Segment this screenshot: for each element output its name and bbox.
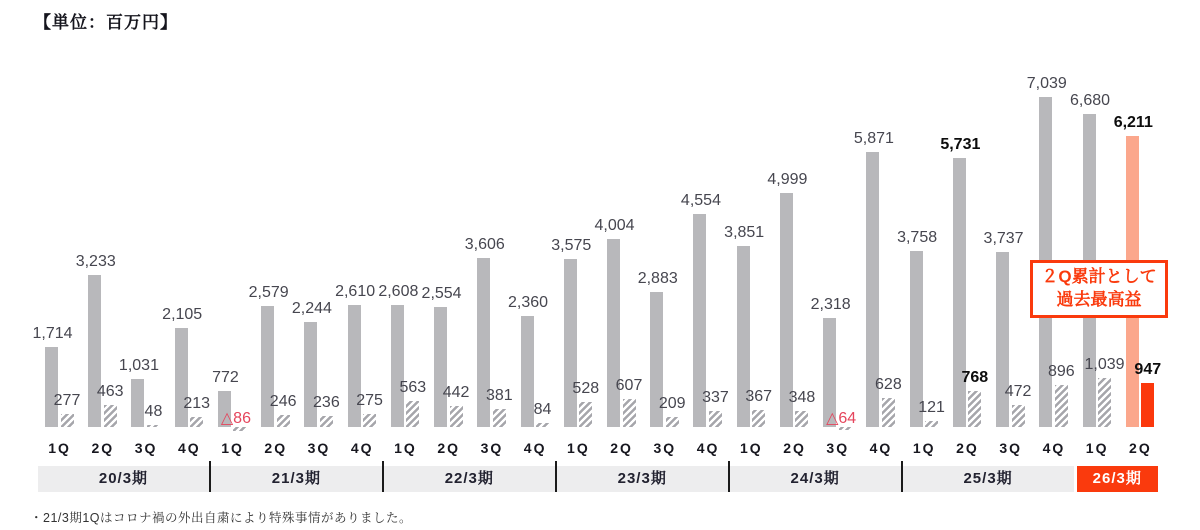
sub-value-label: 275 — [356, 392, 383, 409]
main-bar — [607, 239, 620, 427]
sub-value-label: 607 — [615, 377, 643, 394]
quarter-tick-label: 3Q — [999, 440, 1023, 456]
main-bar — [434, 307, 447, 427]
quarter-tick-label: 4Q — [1042, 440, 1066, 456]
main-value-label: 5,731 — [940, 136, 981, 153]
quarter-tick-label: 1Q — [48, 440, 71, 456]
quarter-tick-label: 4Q — [523, 440, 547, 456]
period-band-segment: 21/3期 — [211, 466, 382, 492]
main-value-label: 2,244 — [291, 300, 332, 317]
quarter-tick-label: 1Q — [1085, 440, 1109, 456]
bar-group — [897, 67, 946, 427]
quarter-tick-label: 1Q — [394, 440, 417, 456]
unit-label: 【単位：百万円】 — [34, 13, 178, 32]
sub-value-label: 472 — [1004, 383, 1032, 400]
quarter-tick-label: 1Q — [739, 440, 763, 456]
period-band-segment: 26/3期 — [1077, 466, 1158, 492]
sub-value-label: 213 — [183, 395, 211, 412]
bar-group — [335, 67, 384, 427]
sub-value-label: 209 — [658, 395, 686, 412]
quarter-tick-label: 2Q — [610, 440, 633, 456]
sub-bar — [406, 401, 419, 427]
bar-group — [1026, 67, 1075, 427]
sub-bar — [968, 391, 981, 427]
sub-value-label: 121 — [918, 399, 945, 416]
sub-bar — [147, 425, 160, 427]
main-value-label: 4,999 — [767, 171, 808, 188]
period-axis — [38, 466, 1162, 492]
bar-group — [211, 67, 254, 427]
bar-group — [853, 67, 902, 427]
main-bar — [996, 252, 1009, 427]
sub-bar — [709, 411, 722, 427]
quarter-tick-label: 2Q — [956, 440, 979, 456]
bar-group — [810, 67, 859, 427]
callout-line-2: 過去最高益 — [1056, 289, 1142, 309]
sub-value-label: 381 — [485, 387, 513, 404]
bar-group — [1113, 67, 1162, 427]
sub-value-label: 246 — [269, 393, 297, 410]
sub-bar — [277, 415, 290, 427]
bar-group — [291, 67, 340, 427]
sub-bar — [882, 398, 895, 427]
record-profit-callout — [1030, 260, 1168, 318]
quarter-tick-label: 2Q — [437, 440, 461, 456]
sub-value-label: △86 — [220, 410, 251, 427]
main-value-label: 1,714 — [32, 325, 73, 342]
sub-value-label: 463 — [96, 383, 124, 400]
main-bar — [88, 275, 101, 427]
main-value-label: 2,579 — [248, 284, 289, 301]
sub-value-label: 528 — [572, 380, 600, 397]
main-value-label: 772 — [212, 369, 239, 386]
quarter-tick-label: 2Q — [783, 440, 806, 456]
period-band-segment: 20/3期 — [38, 466, 209, 492]
main-value-label: 2,554 — [421, 285, 462, 302]
bar-group — [724, 67, 773, 427]
footnote: ・21/3期1Qはコロナ禍の外出自粛により特殊事情がありました。 — [30, 511, 413, 525]
main-value-label: 3,851 — [724, 224, 765, 241]
main-value-label: 1,031 — [118, 357, 159, 374]
main-value-label: 3,575 — [551, 237, 592, 254]
sub-bar — [795, 411, 808, 427]
main-value-label: 7,039 — [1026, 75, 1067, 92]
quarter-tick-label: 3Q — [826, 440, 850, 456]
sub-bar — [579, 402, 592, 427]
main-bar — [175, 328, 188, 427]
main-bar — [304, 322, 317, 427]
main-value-label: 3,233 — [75, 253, 116, 270]
sub-bar — [190, 417, 203, 427]
quarter-tick-label: 2Q — [1129, 440, 1152, 456]
plot-area — [32, 67, 1162, 427]
main-value-label: 4,004 — [594, 217, 635, 234]
bar-group — [551, 67, 600, 427]
sub-value-label: 896 — [1047, 363, 1075, 380]
main-bar — [131, 379, 144, 427]
quarter-tick-label: 4Q — [869, 440, 893, 456]
main-value-label: 6,211 — [1113, 114, 1153, 131]
quarter-tick-label: 3Q — [653, 440, 677, 456]
quarter-tick-label: 2Q — [91, 440, 115, 456]
sub-bar — [1141, 383, 1154, 427]
quarter-tick-label: 4Q — [350, 440, 374, 456]
bar-group — [767, 67, 816, 427]
sub-value-label: 84 — [533, 401, 552, 418]
sub-bar — [839, 427, 852, 430]
sub-value-label: 768 — [961, 369, 989, 386]
sub-value-label: 563 — [399, 379, 427, 396]
bar-group — [1070, 67, 1125, 427]
quarter-tick-label: 3Q — [307, 440, 331, 456]
bar-group — [680, 67, 729, 427]
quarter-tick-label: 1Q — [567, 440, 590, 456]
sub-bar — [623, 399, 636, 427]
sub-value-label: 1,039 — [1084, 356, 1125, 373]
bar-group — [983, 67, 1032, 427]
quarter-tick-label: 3Q — [480, 440, 504, 456]
sub-bar — [1098, 378, 1111, 427]
sub-value-label: 367 — [745, 388, 773, 405]
sub-value-label: 236 — [313, 394, 340, 411]
main-value-label: 5,871 — [853, 130, 894, 147]
sub-bar — [925, 421, 938, 427]
main-value-label: 2,883 — [637, 270, 678, 287]
main-value-label: 3,737 — [983, 230, 1024, 247]
sub-value-label: 277 — [53, 392, 81, 409]
quarter-tick-label: 4Q — [696, 440, 720, 456]
sub-value-label: 48 — [144, 403, 163, 420]
bar-group — [637, 67, 686, 427]
main-bar — [564, 259, 577, 427]
sub-bar — [1055, 385, 1068, 427]
main-value-label: 2,105 — [162, 306, 203, 323]
main-bar — [521, 316, 534, 427]
main-value-label: 4,554 — [680, 192, 721, 209]
bar-group — [162, 67, 211, 427]
sub-bar — [450, 406, 463, 427]
sub-bar — [320, 416, 333, 427]
quarter-tick-label: 4Q — [177, 440, 201, 456]
main-bar — [391, 305, 404, 427]
period-band-segment: 22/3期 — [384, 466, 555, 492]
sub-bar — [61, 414, 74, 427]
bar-group — [594, 67, 643, 427]
main-value-label: 2,610 — [335, 283, 376, 300]
main-bar — [953, 158, 966, 427]
sub-value-label: 628 — [875, 376, 902, 393]
bar-group — [32, 67, 81, 427]
main-value-label: 3,606 — [464, 236, 505, 253]
main-value-label: 2,360 — [508, 294, 549, 311]
period-band-segment: 23/3期 — [557, 466, 728, 492]
callout-line-1: ２Q累計として — [1041, 267, 1157, 286]
bar-group — [464, 67, 513, 427]
period-band-segment: 24/3期 — [730, 466, 901, 492]
main-value-label: 6,680 — [1070, 92, 1111, 109]
main-value-label: 3,758 — [897, 229, 938, 246]
sub-value-label: △64 — [826, 410, 857, 427]
bar-group — [248, 67, 297, 427]
sub-bar — [536, 423, 549, 427]
sub-value-label: 348 — [788, 389, 816, 406]
bar-group — [940, 67, 989, 427]
sub-bar — [752, 410, 765, 427]
quarter-tick-label: 1Q — [221, 440, 244, 456]
main-value-label: 2,318 — [810, 296, 851, 313]
sub-bar — [1012, 405, 1025, 427]
quarter-axis — [38, 438, 1162, 458]
sub-bar — [233, 427, 246, 431]
sub-value-label: 947 — [1134, 361, 1162, 378]
period-band-segment: 25/3期 — [903, 466, 1074, 492]
bar-group — [118, 67, 167, 427]
sub-bar — [493, 409, 506, 427]
bar-group — [378, 67, 427, 427]
quarter-tick-label: 1Q — [912, 440, 936, 456]
sub-bar — [666, 417, 679, 427]
sub-value-label: 442 — [442, 384, 470, 401]
main-bar — [45, 347, 58, 427]
main-value-label: 2,608 — [378, 283, 419, 300]
sub-bar — [363, 414, 376, 427]
quarter-tick-label: 2Q — [264, 440, 288, 456]
quarter-tick-label: 3Q — [134, 440, 158, 456]
sub-value-label: 337 — [702, 389, 729, 406]
sub-bar — [104, 405, 117, 427]
